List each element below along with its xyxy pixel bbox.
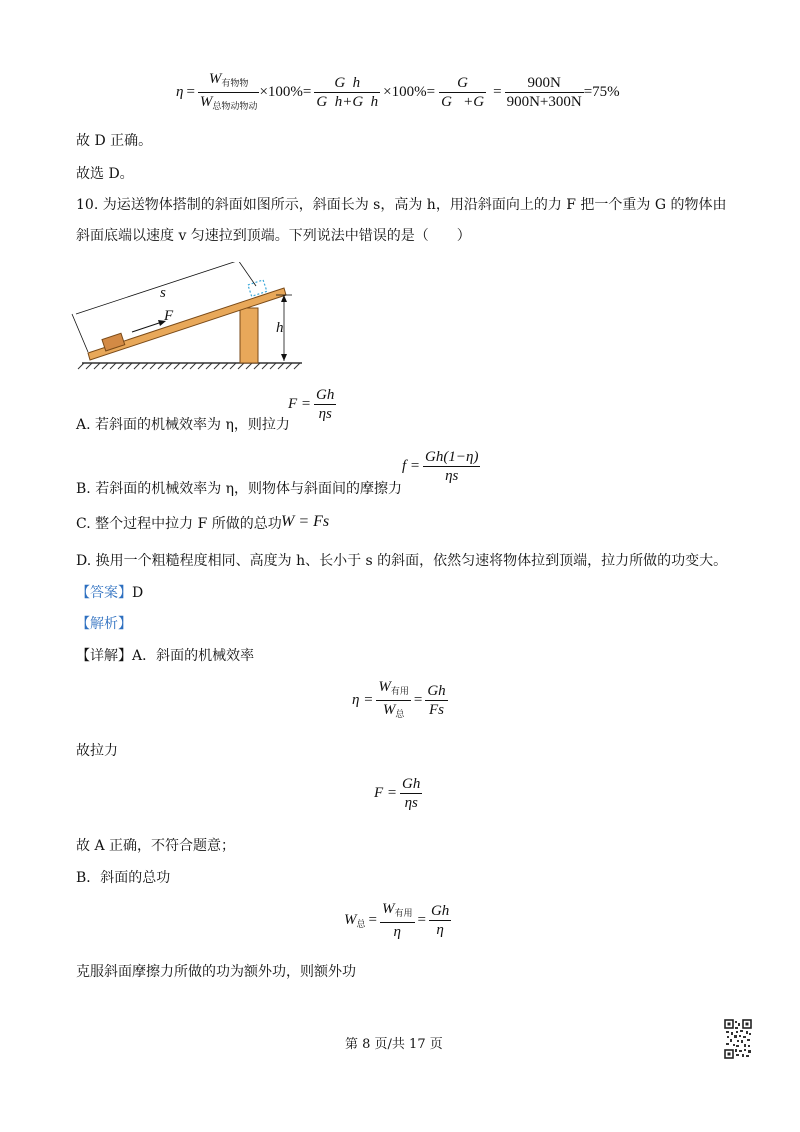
detail-force-denominator: ηs bbox=[404, 795, 418, 811]
page-number: 第 8 页/共 17 页 bbox=[345, 1037, 443, 1052]
d-correct-line: 故 D 正确。 bbox=[76, 133, 153, 149]
total-work-w: W bbox=[344, 911, 357, 928]
detail-gh: Gh bbox=[427, 683, 446, 699]
ground-hatching bbox=[78, 363, 300, 369]
detail-equals: = bbox=[413, 692, 423, 708]
option-c: C. 整个过程中拉力 F 所做的总功 bbox=[76, 516, 282, 532]
incline-figure bbox=[70, 262, 310, 374]
numeric-denominator: 900N+300N bbox=[506, 94, 582, 110]
option-b-formula bbox=[402, 448, 480, 485]
extra-work-line: 克服斜面摩擦力所做的功为额外功，则额外功 bbox=[76, 964, 356, 980]
b-total-work-line: B．斜面的总功 bbox=[76, 870, 171, 886]
analysis-tag: 【解析】 bbox=[76, 616, 132, 632]
s-extension-right bbox=[238, 262, 256, 286]
figure-label-f: F bbox=[164, 308, 174, 324]
total-work-equals: = bbox=[368, 912, 377, 928]
detail-eta: η = bbox=[352, 692, 374, 708]
s-dimension-line bbox=[76, 262, 240, 314]
option-b: B. 若斜面的机械效率为 η，则物体与斜面间的摩擦力 bbox=[76, 481, 403, 497]
fraction-numeric bbox=[505, 74, 584, 111]
option-b-numerator: Gh(1−η) bbox=[425, 449, 479, 465]
detail-fs: Fs bbox=[428, 702, 444, 718]
times-100-percent-2: ×100%= bbox=[383, 84, 436, 100]
w-total-sub: 总物动物动 bbox=[212, 101, 258, 111]
fraction-g bbox=[439, 74, 486, 111]
numeric-numerator: 900N bbox=[505, 74, 584, 93]
option-c-formula: W = Fs bbox=[281, 513, 330, 530]
option-a-denominator: ηs bbox=[318, 406, 332, 422]
detail-w-useful-sub: 有用 bbox=[390, 686, 409, 696]
choose-d-line: 故选 D。 bbox=[76, 166, 134, 182]
equals-sign-2: = bbox=[493, 84, 502, 100]
detail-formula-efficiency bbox=[352, 678, 448, 723]
qr-code-icon bbox=[724, 1019, 752, 1059]
total-work-eta: η bbox=[393, 924, 401, 940]
detail-formula-total-work bbox=[344, 900, 451, 941]
equals-sign: = bbox=[186, 84, 195, 100]
question-10-line-2: 斜面底端以速度 v 匀速拉到顶端。下列说法中错误的是（ ） bbox=[76, 228, 471, 244]
eta-symbol: η bbox=[176, 84, 184, 100]
option-b-lhs: f = bbox=[402, 458, 421, 474]
figure-label-s: s bbox=[160, 285, 166, 301]
total-work-useful-sub: 有用 bbox=[394, 908, 413, 918]
gh-denominator: G h+G h bbox=[316, 94, 379, 110]
detail-formula-force bbox=[374, 775, 422, 812]
figure-label-h: h bbox=[276, 320, 284, 336]
detail-force-lhs: F = bbox=[374, 785, 398, 801]
g-numerator: G bbox=[439, 74, 486, 93]
option-a-lhs: F = bbox=[288, 396, 312, 412]
detail-w-total-sub: 总 bbox=[395, 709, 405, 719]
detail-w-total: W bbox=[382, 702, 396, 718]
efficiency-formula bbox=[176, 70, 620, 115]
total-work-gh: Gh bbox=[430, 903, 450, 919]
total-work-sub: 总 bbox=[356, 918, 366, 929]
fraction-gh bbox=[314, 74, 380, 111]
question-10-line-1: 10. 为运送物体搭制的斜面如图所示，斜面长为 s，高为 h，用沿斜面向上的力 F 把一个重为 G 的物体由 bbox=[76, 197, 727, 213]
option-d: D. 换用一个粗糙程度相同、高度为 h、长小于 s 的斜面，依然匀速将物体拉到顶端，拉力所做的功变大。 bbox=[76, 553, 728, 569]
total-work-eta-2: η bbox=[436, 922, 444, 938]
s-extension-left bbox=[72, 314, 88, 352]
w-useful: W bbox=[208, 71, 222, 87]
so-force-line: 故拉力 bbox=[76, 743, 118, 759]
answer-tag: 【答案】 bbox=[76, 585, 132, 601]
detail-intro: 【详解】A．斜面的机械效率 bbox=[76, 648, 255, 664]
answer-line bbox=[76, 583, 143, 603]
option-b-denominator: ηs bbox=[445, 468, 459, 484]
support-post bbox=[240, 308, 258, 363]
a-correct-line: 故 A 正确，不符合题意； bbox=[76, 838, 236, 854]
total-work-equals-2: = bbox=[417, 912, 426, 928]
g-denominator: G +G bbox=[441, 94, 485, 110]
gh-numerator: G h bbox=[314, 74, 380, 93]
detail-w-useful: W bbox=[378, 679, 391, 695]
fraction-work bbox=[198, 70, 260, 115]
block-top-dashed bbox=[248, 280, 267, 296]
times-100-percent: ×100%= bbox=[259, 84, 312, 100]
w-useful-sub: 有物物 bbox=[221, 78, 249, 88]
total-work-useful-w: W bbox=[381, 901, 395, 917]
option-a: A. 若斜面的机械效率为 η，则拉力 bbox=[76, 417, 290, 433]
option-a-formula bbox=[288, 386, 336, 423]
detail-force-numerator: Gh bbox=[402, 776, 421, 792]
w-total: W bbox=[199, 94, 213, 110]
h-arrow-bottom bbox=[281, 354, 287, 361]
option-a-numerator: Gh bbox=[316, 387, 335, 403]
result-value: =75% bbox=[583, 84, 620, 100]
answer-value: D bbox=[132, 585, 144, 601]
